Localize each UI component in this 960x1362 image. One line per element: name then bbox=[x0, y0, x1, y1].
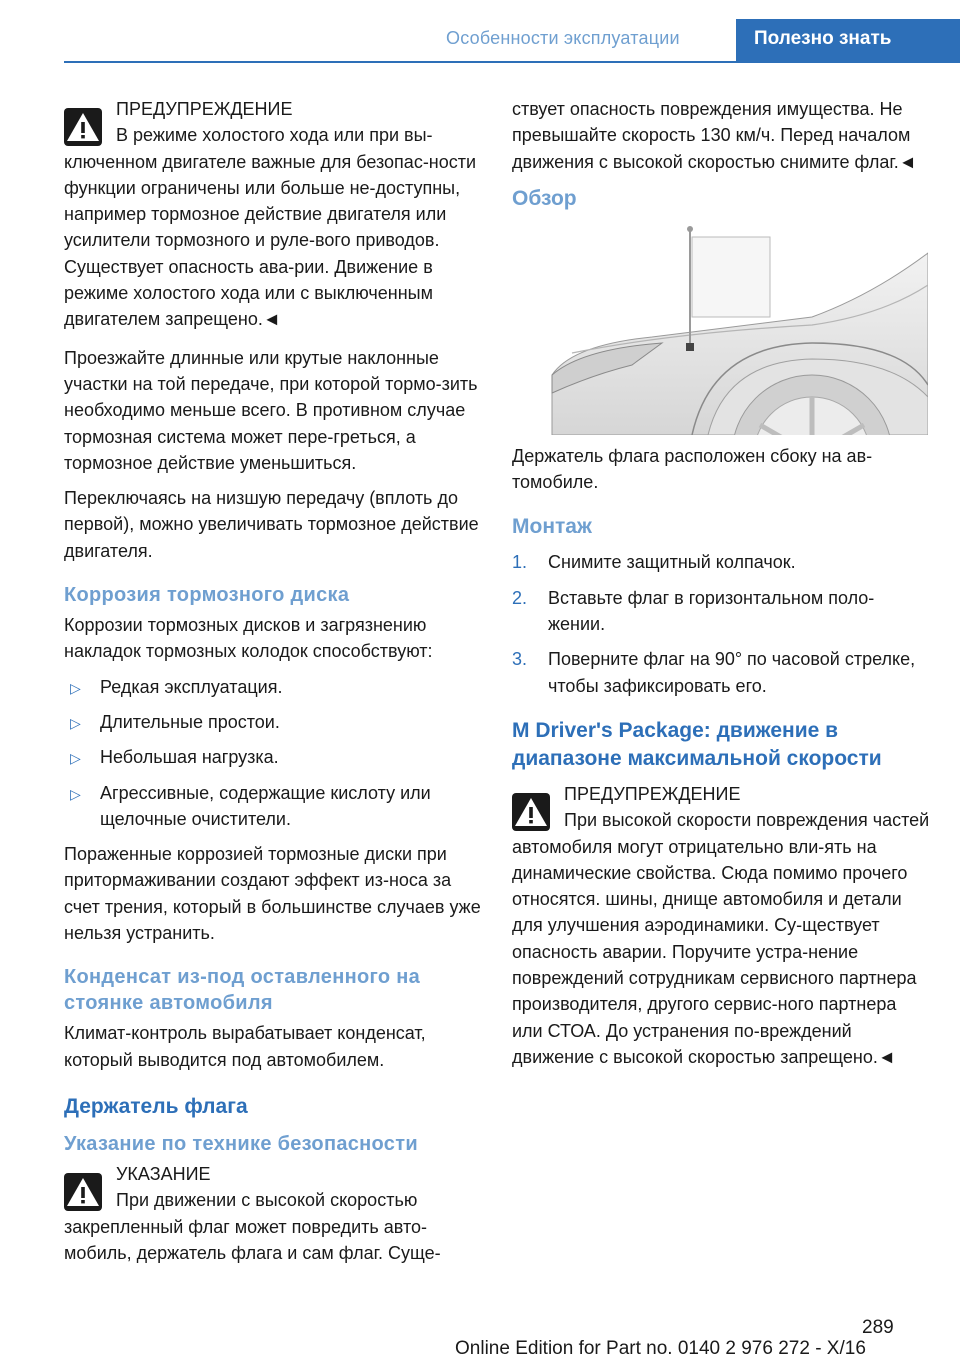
paragraph-downshift: Переключаясь на низшую передачу (вплоть до первой), можно увеличивать тормозное действие двигателя. bbox=[64, 488, 479, 561]
notice-title: УКАЗАНИЕ bbox=[116, 1163, 211, 1184]
header-tab bbox=[736, 19, 960, 62]
right-column bbox=[512, 96, 930, 1082]
corrosion-causes-list bbox=[64, 674, 482, 832]
header-tab-label: Полезно знать bbox=[754, 28, 892, 49]
warning-block bbox=[512, 781, 930, 1070]
list-item: ▷ Агрессивные, содержащие кислоту или щелочные очистители. bbox=[70, 782, 431, 829]
heading-safety: Указание по технике безопасности bbox=[64, 1132, 418, 1155]
mounting-steps-list bbox=[512, 549, 930, 698]
step-number: 1. bbox=[512, 552, 528, 573]
paragraph-slopes: Проезжайте длинные или крутые наклонные участки на той передаче, при которой тормо-зить необходимо меньше всего. В противном случае тормозная система может пере-греться, а тормозное действие уменьшиться. bbox=[64, 347, 478, 473]
paragraph-condensate: Климат-контроль вырабатывает конденсат, который выводится под автомобилем. bbox=[64, 1023, 426, 1070]
page-header bbox=[0, 0, 960, 62]
list-item: ▷ Редкая эксплуатация. bbox=[64, 674, 482, 700]
paragraph-corrosion-causes: Коррозии тормозных дисков и загрязнению накладок тормозных колодок способствуют: bbox=[64, 615, 433, 662]
step-number: 3. bbox=[512, 649, 528, 670]
left-column bbox=[64, 96, 482, 1278]
notice-text: При движении с высокой скоростью закрепленный флаг может повредить авто-мобиль, держатель флага и сам флаг. Суще- bbox=[64, 1190, 441, 1263]
warning-block bbox=[64, 96, 482, 333]
list-item: 3. Поверните флаг на 90° по часовой стрелке, чтобы зафиксировать его. bbox=[512, 646, 930, 699]
notice-block bbox=[64, 1161, 482, 1266]
warning-title: ПРЕДУПРЕЖДЕНИЕ bbox=[116, 99, 293, 119]
heading-overview: Обзор bbox=[512, 186, 577, 210]
heading-condensate: Конденсат из-под оставленного на стоянке автомобиля bbox=[64, 966, 421, 1015]
heading-flag-holder: Держатель флага bbox=[64, 1094, 248, 1118]
warning-icon bbox=[64, 108, 102, 146]
heading-brake-corrosion: Коррозия тормозного диска bbox=[64, 584, 350, 607]
bullet-marker-icon: ▷ bbox=[70, 750, 81, 767]
paragraph-corrosion-effect: Пораженные коррозией тормозные диски при притормаживании создают эффект из-носа за счет трения, который в большинстве случаев уже нельзя устранить. bbox=[64, 844, 481, 944]
list-item: 2. Вставьте флаг в горизонтальном поло-жении. bbox=[512, 585, 930, 638]
list-item: ▷ Длительные простои. bbox=[64, 709, 482, 735]
list-item: 1. Снимите защитный колпачок. bbox=[512, 549, 930, 575]
warning-icon bbox=[512, 793, 550, 831]
footer-edition: Online Edition for Part no. 0140 2 976 272 - X/16 bbox=[455, 1338, 866, 1359]
flag-holder-illustration bbox=[512, 225, 928, 435]
warning-title: ПРЕДУПРЕЖДЕНИЕ bbox=[564, 783, 741, 804]
header-section-title: Особенности эксплуатации bbox=[446, 28, 680, 48]
header-rule bbox=[64, 61, 960, 63]
heading-driver-package: M Driver's Package: движение в диапазоне максимальной скорости bbox=[512, 718, 882, 770]
list-item: ▷ Небольшая нагрузка. bbox=[64, 744, 482, 770]
warning-text: В режиме холостого хода или при вы-ключенном двигателе важные для безопас-ности функции ограничены или больше не-доступны, например тормозное действие двигателя или усилители тормозного и руле-вого приводов. Существует опасность ава-рии. Движение в режиме холостого хода или с выключенным двигателем запрещено.◄ bbox=[64, 125, 477, 330]
bullet-marker-icon: ▷ bbox=[70, 785, 81, 802]
bullet-marker-icon: ▷ bbox=[70, 679, 81, 696]
warning-icon bbox=[64, 1173, 102, 1211]
step-number: 2. bbox=[512, 587, 528, 608]
heading-mounting: Монтаж bbox=[512, 515, 592, 539]
paragraph-continuation: ствует опасность повреждения имущества. Не превышайте скорость 130 км/ч. Перед началом движения с высокой скоростью снимите флаг.◄ bbox=[512, 99, 917, 172]
figure-caption: Держатель флага расположен сбоку на ав-томобиле. bbox=[512, 445, 873, 493]
bullet-marker-icon: ▷ bbox=[70, 714, 81, 731]
warning-text: При высокой скорости повреждения частей автомобиля могут отрицательно вли-ять на динамические свойства. Сюда помимо прочего относятся. шины, днище автомобиля и детали для улучшения аэродинамики. Су-ществует опасность аварии. Поручите устра-нение повреждений сотрудникам сервисного партнера производителя, другого сервис-ного партнера или СТОА. До устранения по-вреждений движение с высокой скоростью запрещено.◄ bbox=[512, 810, 930, 1067]
page-number: 289 bbox=[862, 1317, 894, 1338]
